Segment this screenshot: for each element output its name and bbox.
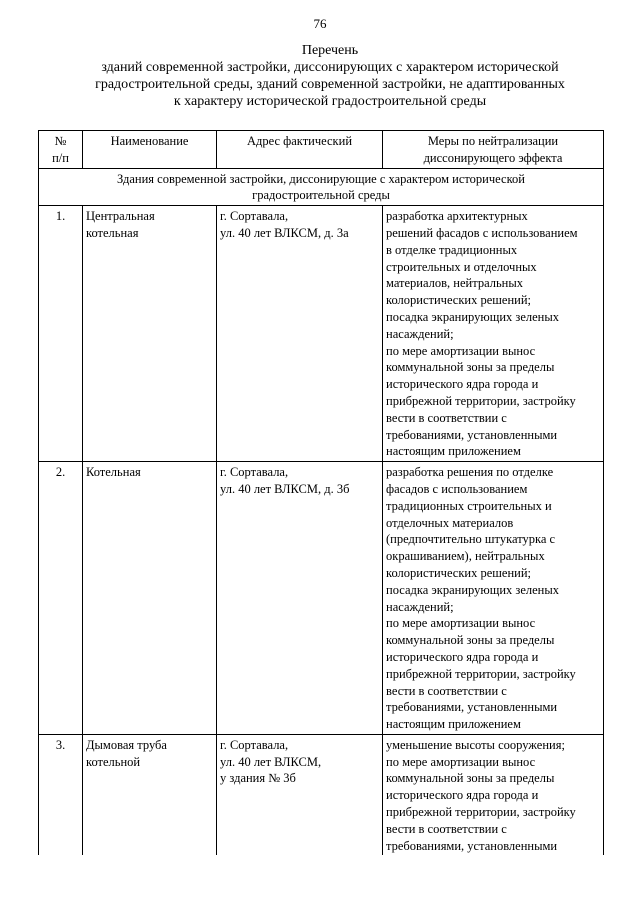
table-row — [39, 206, 604, 462]
buildings-table — [38, 130, 604, 855]
cell-line: Центральная — [86, 209, 155, 224]
header-text: Меры по нейтрализации — [427, 134, 559, 148]
cell-line: г. Сортавала, — [220, 209, 289, 224]
cell-line: фасадов с использованием — [386, 481, 528, 496]
cell-line: Котельная — [86, 465, 141, 480]
header-text: п/п — [52, 150, 69, 165]
cell-line: насаждений; — [386, 599, 454, 614]
row-address — [217, 462, 383, 735]
row-name — [83, 734, 217, 855]
page-number: 76 — [313, 16, 327, 31]
cell-line: настоящим приложением — [386, 717, 521, 732]
cell-line: требованиями, установленными — [386, 838, 558, 853]
cell-line: в отделке традиционных — [386, 242, 518, 257]
cell-line: посадка экранирующих зеленых — [386, 582, 560, 597]
cell-line: требованиями, установленными — [386, 700, 558, 715]
cell-line: прибрежной территории, застройку — [386, 805, 576, 820]
row-address — [217, 734, 383, 855]
title-line: к характеру исторической градостроительной среды — [173, 94, 487, 109]
cell-line: исторического ядра города и — [386, 649, 539, 664]
row-number: 2. — [39, 462, 83, 735]
header-text: № — [54, 134, 67, 148]
title-line: Перечень — [301, 43, 359, 58]
cell-line: традиционных строительных и — [386, 498, 552, 513]
cell-line: г. Сортавала, — [220, 465, 289, 480]
cell-line: по мере амортизации вынос — [386, 754, 536, 769]
table-row — [39, 734, 604, 855]
cell-line: насаждений; — [386, 326, 454, 341]
cell-line: строительных и отделочных — [386, 259, 537, 274]
title-line: зданий современной застройки, диссонирующих с характером исторической — [101, 60, 559, 75]
row-measures — [383, 734, 604, 855]
cell-line: посадка экранирующих зеленых — [386, 309, 560, 324]
cell-line: котельной — [86, 754, 141, 769]
row-number: 1. — [39, 206, 83, 462]
table-row — [39, 462, 604, 735]
cell-line: материалов, нейтральных — [386, 276, 524, 291]
cell-line: колористических решений; — [386, 565, 531, 580]
title-line: градостроительной среды, зданий современной застройки, не адаптированных — [95, 77, 565, 92]
cell-line: прибрежной территории, застройку — [386, 666, 576, 681]
cell-line: вести в соответствии с — [386, 683, 507, 698]
header-measures — [383, 131, 604, 169]
cell-line: по мере амортизации вынос — [386, 343, 536, 358]
cell-line: колористических решений; — [386, 293, 531, 308]
section-row — [39, 168, 604, 206]
cell-line: ул. 40 лет ВЛКСМ, д. 3б — [220, 481, 350, 496]
cell-line: у здания № 3б — [220, 771, 296, 786]
cell-line: Дымовая труба — [86, 737, 167, 752]
cell-line: требованиями, установленными — [386, 427, 558, 442]
table-header-row — [39, 131, 604, 169]
cell-line: прибрежной территории, застройку — [386, 393, 576, 408]
cell-line: исторического ядра города и — [386, 377, 539, 392]
cell-line: решений фасадов с использованием — [386, 225, 578, 240]
cell-line: вести в соответствии с — [386, 821, 507, 836]
cell-line: разработка архитектурных — [386, 209, 528, 224]
cell-line: коммунальной зоны за пределы — [386, 360, 555, 375]
cell-line: ул. 40 лет ВЛКСМ, д. 3а — [220, 225, 349, 240]
header-text: диссонирующего эффекта — [423, 150, 563, 165]
row-address — [217, 206, 383, 462]
section-heading — [39, 168, 604, 206]
cell-line: вести в соответствии с — [386, 410, 507, 425]
cell-line: коммунальной зоны за пределы — [386, 633, 555, 648]
cell-line: ул. 40 лет ВЛКСМ, — [220, 754, 322, 769]
cell-line: отделочных материалов — [386, 515, 514, 530]
cell-line: окрашиванием), нейтральных — [386, 549, 545, 564]
cell-line: (предпочтительно штукатурка с — [386, 532, 556, 547]
header-text: Адрес фактический — [246, 134, 353, 148]
row-name — [83, 206, 217, 462]
cell-line: котельная — [86, 225, 139, 240]
cell-line: исторического ядра города и — [386, 788, 539, 803]
section-text: Здания современной застройки, диссонирующие с характером исторической — [117, 171, 525, 186]
cell-line: разработка решения по отделке — [386, 465, 554, 480]
header-address — [217, 131, 383, 169]
section-text: градостроительной среды — [252, 188, 390, 203]
row-measures — [383, 206, 604, 462]
header-text: Наименование — [110, 134, 189, 148]
document-title — [60, 42, 600, 110]
cell-line: г. Сортавала, — [220, 737, 289, 752]
row-name — [83, 462, 217, 735]
header-number — [39, 131, 83, 169]
header-name — [83, 131, 217, 169]
row-measures — [383, 462, 604, 735]
cell-line: коммунальной зоны за пределы — [386, 771, 555, 786]
cell-line: по мере амортизации вынос — [386, 616, 536, 631]
cell-line: уменьшение высоты сооружения; — [386, 737, 565, 752]
row-number: 3. — [39, 734, 83, 855]
cell-line: настоящим приложением — [386, 444, 521, 459]
